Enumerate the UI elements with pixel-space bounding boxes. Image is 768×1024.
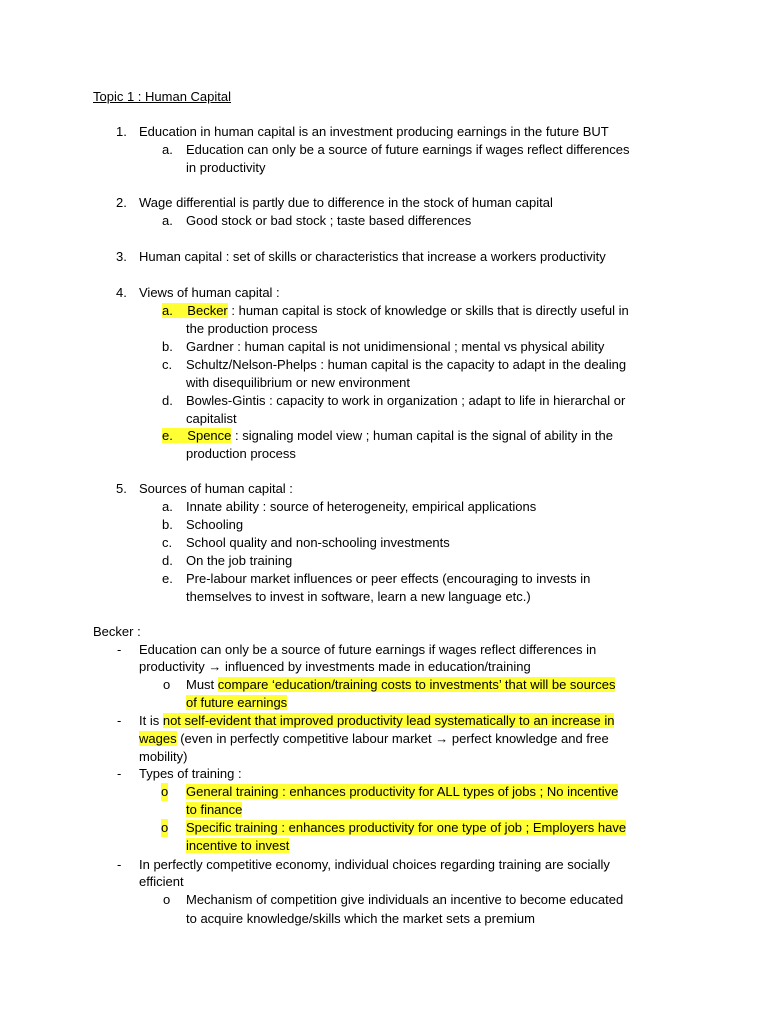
sublist-item-text: Schultz/Nelson-Phelps : human capital is the capacity to adapt in the dealing [186,357,627,372]
bullet-item-text: incentive to invest [186,838,290,853]
arrow-icon: → [208,659,222,674]
dash-marker: - [117,713,122,728]
sublist-item-text: Gardner : human capital is not unidimensional ; mental vs physical ability [186,339,605,354]
bullet-item-text: to finance [186,802,243,817]
list-item-text: Sources of human capital : [139,481,293,496]
dash-item-text: mobility) [139,749,188,764]
dash-item-text: efficient [139,874,184,889]
dash-item-text: Types of training : [139,766,242,781]
sublist-item-text: Innate ability : source of heterogeneity, empirical applications [186,499,537,514]
list-item-text: Views of human capital : [139,285,280,300]
sublist-item-text: production process [186,446,296,461]
sublist-marker: d. [162,553,173,568]
bullet-marker: o [161,820,169,835]
sublist-marker: c. [162,535,173,550]
sublist-item-spence: e. Spence : signaling model view ; human capital is the signal of ability in the [162,428,613,443]
section-heading: Becker : [93,624,141,639]
bullet-item-general-training: General training : enhances productivity for ALL types of jobs ; No incentive [186,784,619,799]
list-number: 5. [116,481,127,496]
highlighted-name: Becker [187,303,228,318]
dash-marker: - [117,766,122,781]
sublist-item-text: in productivity [186,160,266,175]
dash-marker: - [117,857,122,872]
dash-item-text: productivity → influenced by investments made in education/training [139,659,531,674]
arrow-icon: → [435,731,449,746]
sublist-marker: d. [162,393,173,408]
sublist-marker: c. [162,357,173,372]
bullet-item-text: of future earnings [186,695,288,710]
bullet-marker: o [163,677,171,692]
list-number: 4. [116,285,127,300]
sublist-marker: a. [162,499,173,514]
page-title: Topic 1 : Human Capital [93,89,232,104]
sublist-item-text: On the job training [186,553,293,568]
list-number: 2. [116,195,127,210]
sublist-item-text: Schooling [186,517,244,532]
sublist-item-text: themselves to invest in software, learn a new language etc.) [186,589,531,604]
sublist-marker: b. [162,339,173,354]
sublist-item-text: with disequilibrium or new environment [186,375,410,390]
list-item-text: Wage differential is partly due to difference in the stock of human capital [139,195,553,210]
sublist-marker: a. [162,213,173,228]
list-item-text: Human capital : set of skills or characteristics that increase a workers productivity [139,249,606,264]
dash-item-text: wages (even in perfectly competitive labour market → perfect knowledge and free [139,731,609,746]
sublist-marker: a. [162,142,173,157]
dash-marker: - [117,642,122,657]
sublist-marker: b. [162,517,173,532]
sublist-item-text: the production process [186,321,318,336]
dash-item-text: It is not self-evident that improved productivity lead systematically to an increase in [139,713,615,728]
sublist-item-becker: a. Becker : human capital is stock of knowledge or skills that is directly useful in [162,303,629,318]
sublist-marker: e. [162,571,173,586]
bullet-marker: o [163,892,171,907]
bullet-item-specific-training: Specific training : enhances productivity for one type of job ; Employers have [186,820,627,835]
sublist-item-text: Education can only be a source of future earnings if wages reflect differences [186,142,630,157]
bullet-item-text: Mechanism of competition give individuals an incentive to become educated [186,892,624,907]
highlighted-name: Spence [187,428,232,443]
list-item-text: Education in human capital is an investment producing earnings in the future BUT [139,124,609,139]
sublist-marker: e. Spence [162,428,232,443]
dash-item-text: Education can only be a source of future earnings if wages reflect differences in [139,642,597,657]
bullet-item-text: to acquire knowledge/skills which the market sets a premium [186,911,535,926]
sublist-item-text: capitalist [186,411,237,426]
sublist-item-text: Bowles-Gintis : capacity to work in organization ; adapt to life in hierarchal or [186,393,626,408]
list-number: 3. [116,249,127,264]
list-number: 1. [116,124,127,139]
sublist-item-text: School quality and non-schooling investments [186,535,450,550]
bullet-marker: o [161,784,169,799]
sublist-item-text: Good stock or bad stock ; taste based differences [186,213,472,228]
bullet-item-text: Must compare ‘education/training costs to investments’ that will be sources [186,677,616,692]
sublist-marker: a. Becker [162,303,228,318]
sublist-item-text: Pre-labour market influences or peer effects (encouraging to invests in [186,571,591,586]
dash-item-text: In perfectly competitive economy, individual choices regarding training are socially [139,857,610,872]
